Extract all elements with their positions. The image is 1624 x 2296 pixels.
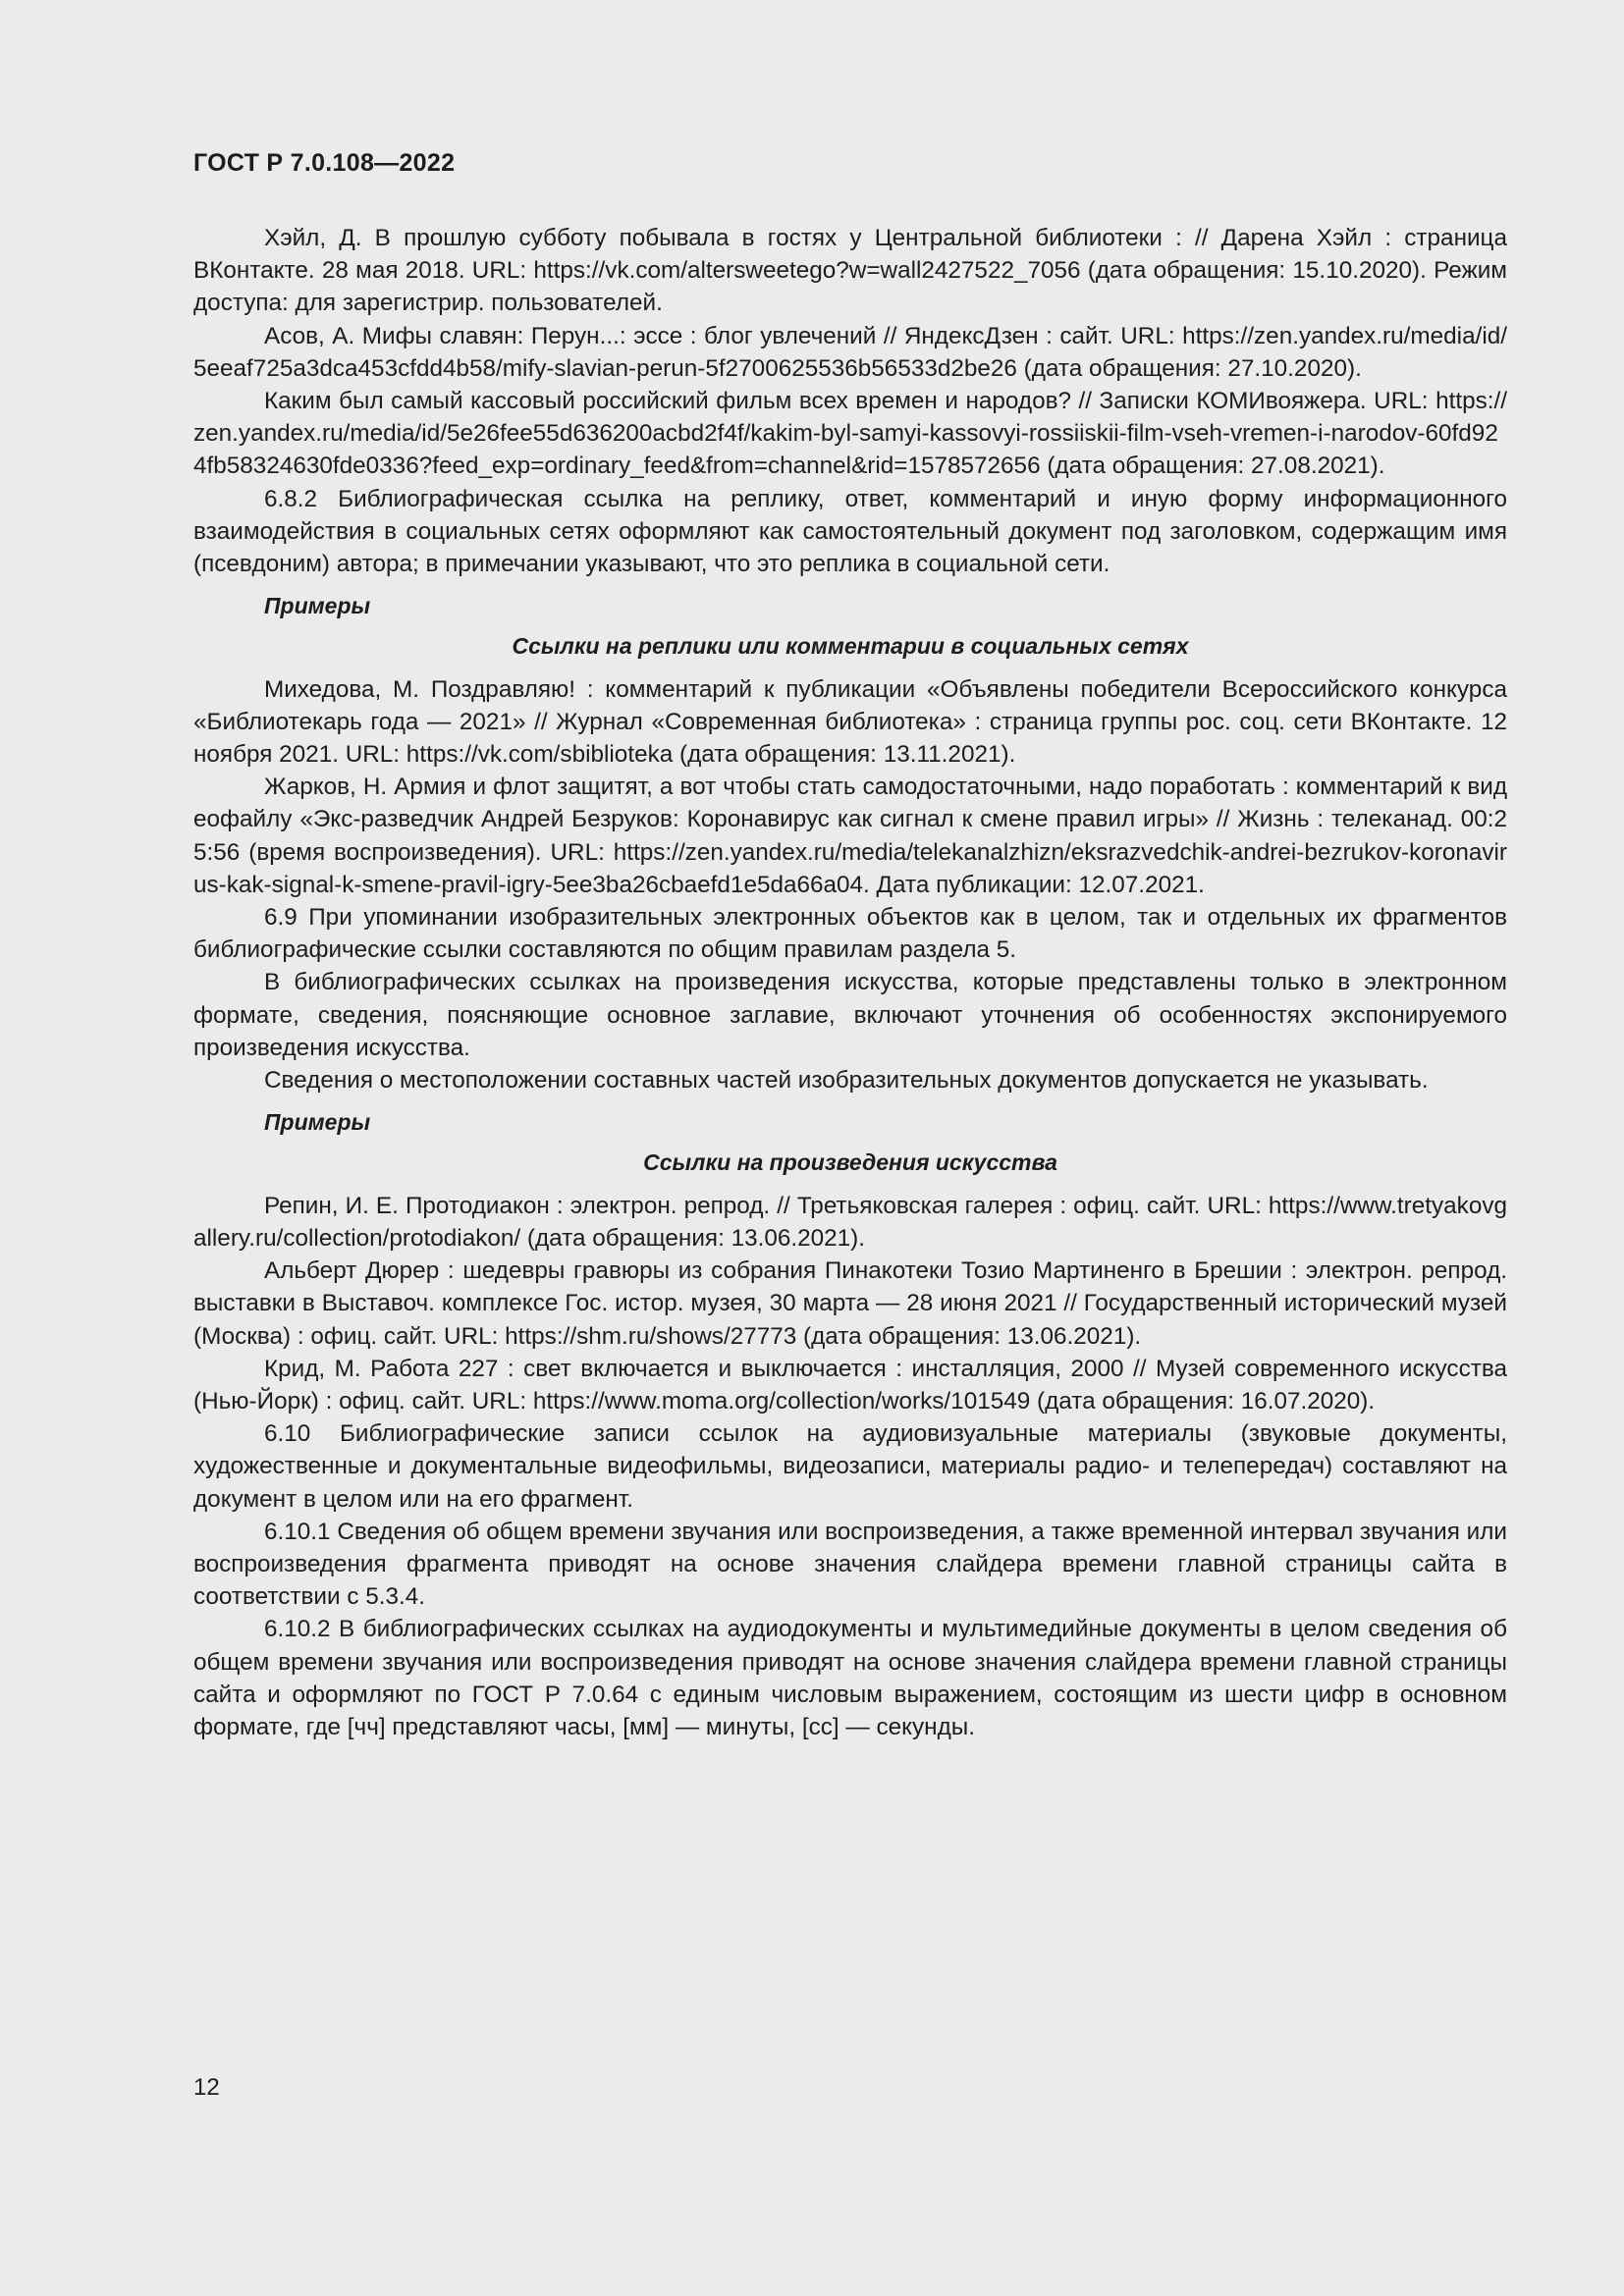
reference-paragraph: Крид, М. Работа 227 : свет включается и выключается : инсталляция, 2000 // Музей современного искусства (Нью-Йорк) : офиц. сайт. URL: https://www.moma.org/collection/works/101549 (дата обращения: 16.07.2020). xyxy=(193,1355,1507,1415)
section-paragraph: 6.10.2 В библиографических ссылках на аудиодокументы и мультимедийные документы в целом сведения об общем времени звучания или воспроизведения приводят на основе значения слайдера времени главной страницы сайта и оформляют по ГОСТ Р 7.0.64 с единым числовым выражением, состоящим из шести цифр в основном формате, где [чч] представляют часы, [мм] — минуты, [сс] — секунды. xyxy=(193,1616,1507,1740)
reference-paragraph: Хэйл, Д. В прошлую субботу побывала в гостях у Центральной библиотеки : // Дарена Хэйл : страница ВКонтакте. 28 мая 2018. URL: https://vk.com/altersweetego?w=wall2427522_7056 (дата обращения: 15.10.2020). Режим доступа: для зарегистрир. пользователей. xyxy=(193,225,1507,317)
examples-subheading: Ссылки на реплики или комментарии в социальных сетях xyxy=(512,633,1189,660)
document-header: ГОСТ Р 7.0.108—2022 xyxy=(193,149,456,177)
section-paragraph: Сведения о местоположении составных частей изобразительных документов допускается не указывать. xyxy=(264,1067,1429,1095)
examples-label: Примеры xyxy=(264,1109,371,1136)
reference-paragraph: Альберт Дюрер : шедевры гравюры из собрания Пинакотеки Тозио Мартиненго в Брешии : электрон. репрод. выставки в Выставоч. комплексе Гос. истор. музея, 30 марта — 28 июня 2021 // Государственный исторический музей (Москва) : офиц. сайт. URL: https://shm.ru/shows/27773 (дата обращения: 13.06.2021). xyxy=(193,1257,1507,1350)
page-body xyxy=(193,222,1507,1743)
section-paragraph: 6.9 При упоминании изобразительных электронных объектов как в целом, так и отдельных их фрагментов библиографические ссылки составляются по общим правилам раздела 5. xyxy=(193,904,1507,964)
examples-label: Примеры xyxy=(264,593,371,619)
section-paragraph: В библиографических ссылках на произведения искусства, которые представлены только в электронном формате, сведения, поясняющие основное заглавие, включают уточнения об особенностях экспонируемого произведения искусства. xyxy=(193,969,1507,1061)
reference-paragraph: Каким был самый кассовый российский фильм всех времен и народов? // Записки КОМИвояжера. URL: https://zen.yandex.ru/media/id/5e26fee55d636200acbd2f4f/kakim-byl-samyi-kassovyi-rossiiskii-film-vseh-vremen-i-narodov-60fd924fb58324630fde0336?feed_exp=ordinary_feed&from=channel&rid=1578572656 (дата обращения: 27.08.2021). xyxy=(193,388,1507,480)
section-paragraph: 6.10 Библиографические записи ссылок на аудиовизуальные материалы (звуковые документы, художественные и документальные видеофильмы, видеозаписи, материалы радио- и телепередач) составляют на документ в целом или на его фрагмент. xyxy=(193,1420,1507,1513)
section-paragraph: 6.10.1 Сведения об общем времени звучания или воспроизведения, а также временной интервал звучания или воспроизведения фрагмента приводят на основе значения слайдера времени главной страницы сайта в соответствии с 5.3.4. xyxy=(193,1518,1507,1611)
section-paragraph: 6.8.2 Библиографическая ссылка на реплику, ответ, комментарий и иную форму информационного взаимодействия в социальных сетях оформляют как самостоятельный документ под заголовком, содержащим имя (псевдоним) автора; в примечании указывают, что это реплика в социальной сети. xyxy=(193,485,1507,578)
reference-paragraph: Михедова, М. Поздравляю! : комментарий к публикации «Объявлены победители Всероссийского конкурса «Библиотекарь года — 2021» // Журнал «Современная библиотека» : страница группы рос. соц. сети ВКонтакте. 12 ноября 2021. URL: https://vk.com/sbiblioteka (дата обращения: 13.11.2021). xyxy=(193,675,1507,769)
examples-subheading: Ссылки на произведения искусства xyxy=(643,1149,1057,1176)
page-number: 12 xyxy=(193,2074,220,2101)
reference-paragraph: Репин, И. Е. Протодиакон : электрон. репрод. // Третьяковская галерея : офиц. сайт. URL: https://www.tretyakovgallery.ru/collection/protodiakon/ (дата обращения: 13.06.2021). xyxy=(193,1192,1507,1252)
reference-paragraph: Жарков, Н. Армия и флот защитят, а вот чтобы стать самодостаточными, надо поработать : комментарий к видеофайлу «Экс-разведчик Андрей Безруков: Коронавирус как сигнал к смене правил игры» // Жизнь : телеканад. 00:25:56 (время воспроизведения). URL: https://zen.yandex.ru/media/telekanalzhizn/eksrazvedchik-andrei-bezrukov-koronavirus-kak-signal-k-smene-pravil-igry-5ee3ba26cbaefd1e5da66a04. Дата публикации: 12.07.2021. xyxy=(193,774,1507,898)
reference-paragraph: Асов, А. Мифы славян: Перун...: эссе : блог увлечений // ЯндексДзен : сайт. URL: https://zen.yandex.ru/media/id/5eeaf725a3dca453cfdd4b58/mify-slavian-perun-5f2700625536b56533d2be26 (дата обращения: 27.10.2020). xyxy=(193,322,1507,382)
